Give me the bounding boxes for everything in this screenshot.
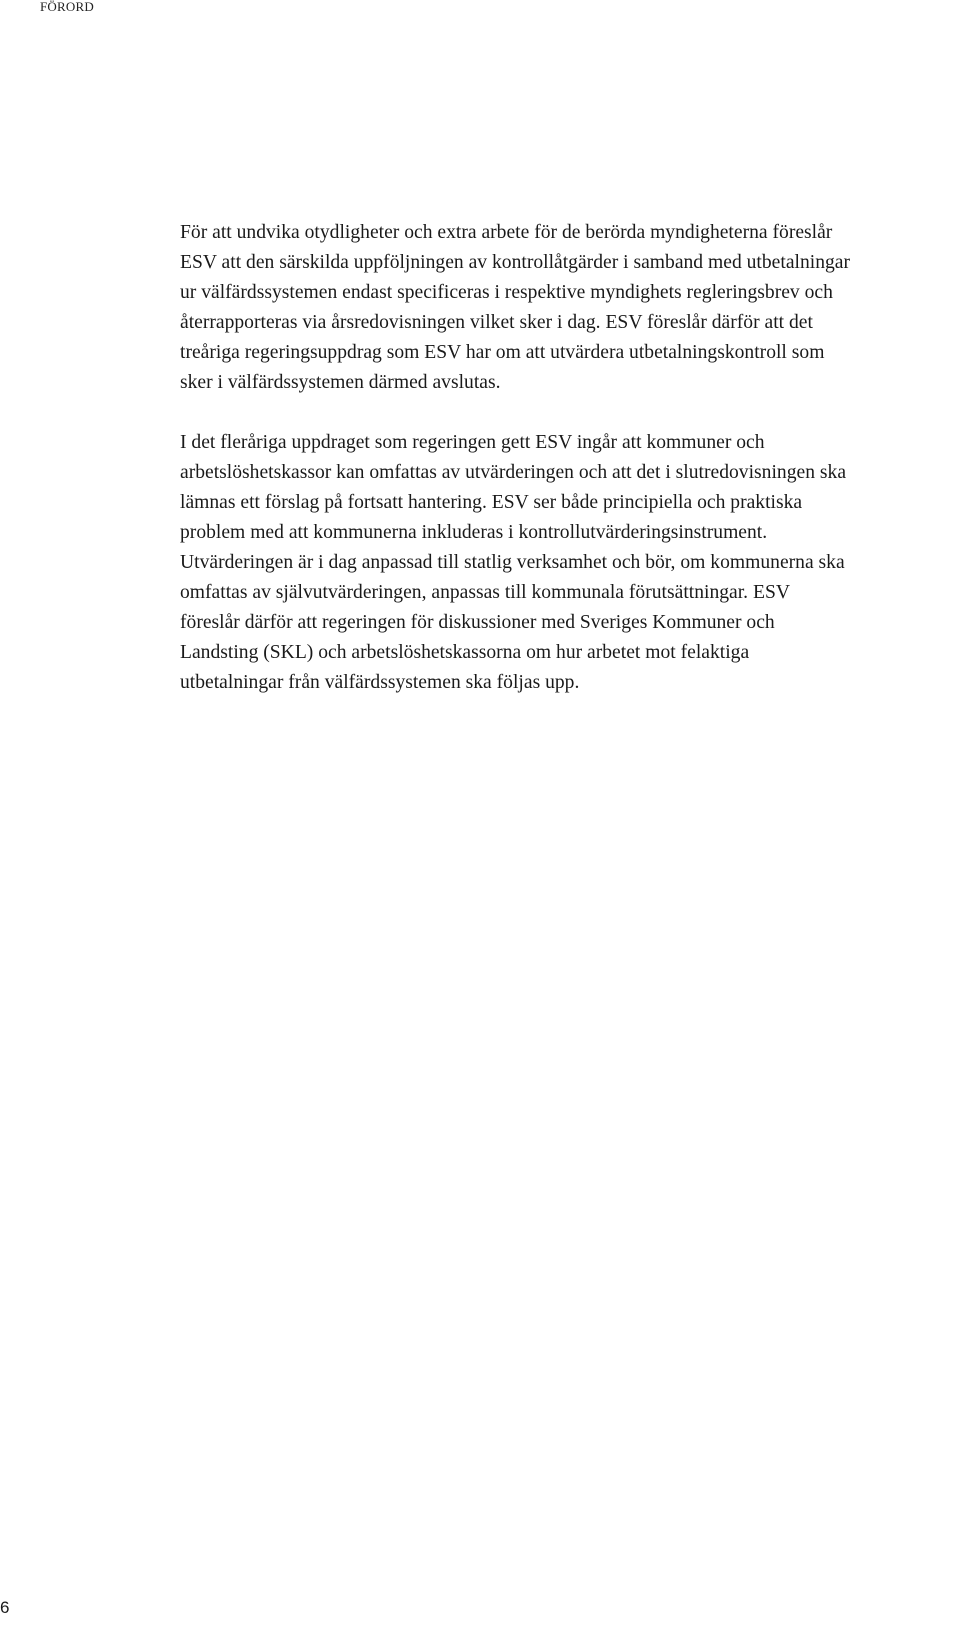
text-line: Landsting (SKL) och arbetslöshetskassorna om hur arbetet mot felaktiga: [180, 642, 750, 663]
text-line: återrapporteras via årsredovisningen vilket sker i dag. ESV föreslår därför att det: [180, 312, 813, 333]
text-line: I det fleråriga uppdraget som regeringen gett ESV ingår att kommuner och: [180, 432, 765, 453]
text-line: treåriga regeringsuppdrag som ESV har om att utvärdera utbetalningskontroll som: [180, 342, 825, 363]
body-text: [180, 218, 940, 728]
text-line: omfattas av självutvärderingen, anpassas till kommunala förutsättningar. ESV: [180, 582, 790, 603]
text-line: problem med att kommunerna inkluderas i kontrollutvärderingsinstrument.: [180, 522, 768, 543]
text-line: utbetalningar från välfärdssystemen ska följas upp.: [180, 672, 580, 693]
text-line: ESV att den särskilda uppföljningen av kontrollåtgärder i samband med utbetalningar: [180, 252, 851, 273]
page-header-section-title: FÖRORD: [40, 0, 94, 14]
paragraph-2: [180, 428, 940, 698]
text-line: ur välfärdssystemen endast specificeras i respektive myndighets regleringsbrev och: [180, 282, 833, 303]
text-line: Utvärderingen är i dag anpassad till statlig verksamhet och bör, om kommunerna ska: [180, 552, 845, 573]
text-line: föreslår därför att regeringen för diskussioner med Sveriges Kommuner och: [180, 612, 775, 633]
text-line: lämnas ett förslag på fortsatt hantering. ESV ser både principiella och praktiska: [180, 492, 803, 513]
text-line: arbetslöshetskassor kan omfattas av utvärderingen och att det i slutredovisningen ska: [180, 462, 847, 483]
page-number: 6: [0, 1598, 10, 1617]
text-line: sker i välfärdssystemen därmed avslutas.: [180, 372, 501, 393]
paragraph-1: [180, 218, 940, 398]
text-line: För att undvika otydligheter och extra arbete för de berörda myndigheterna föreslår: [180, 222, 833, 243]
